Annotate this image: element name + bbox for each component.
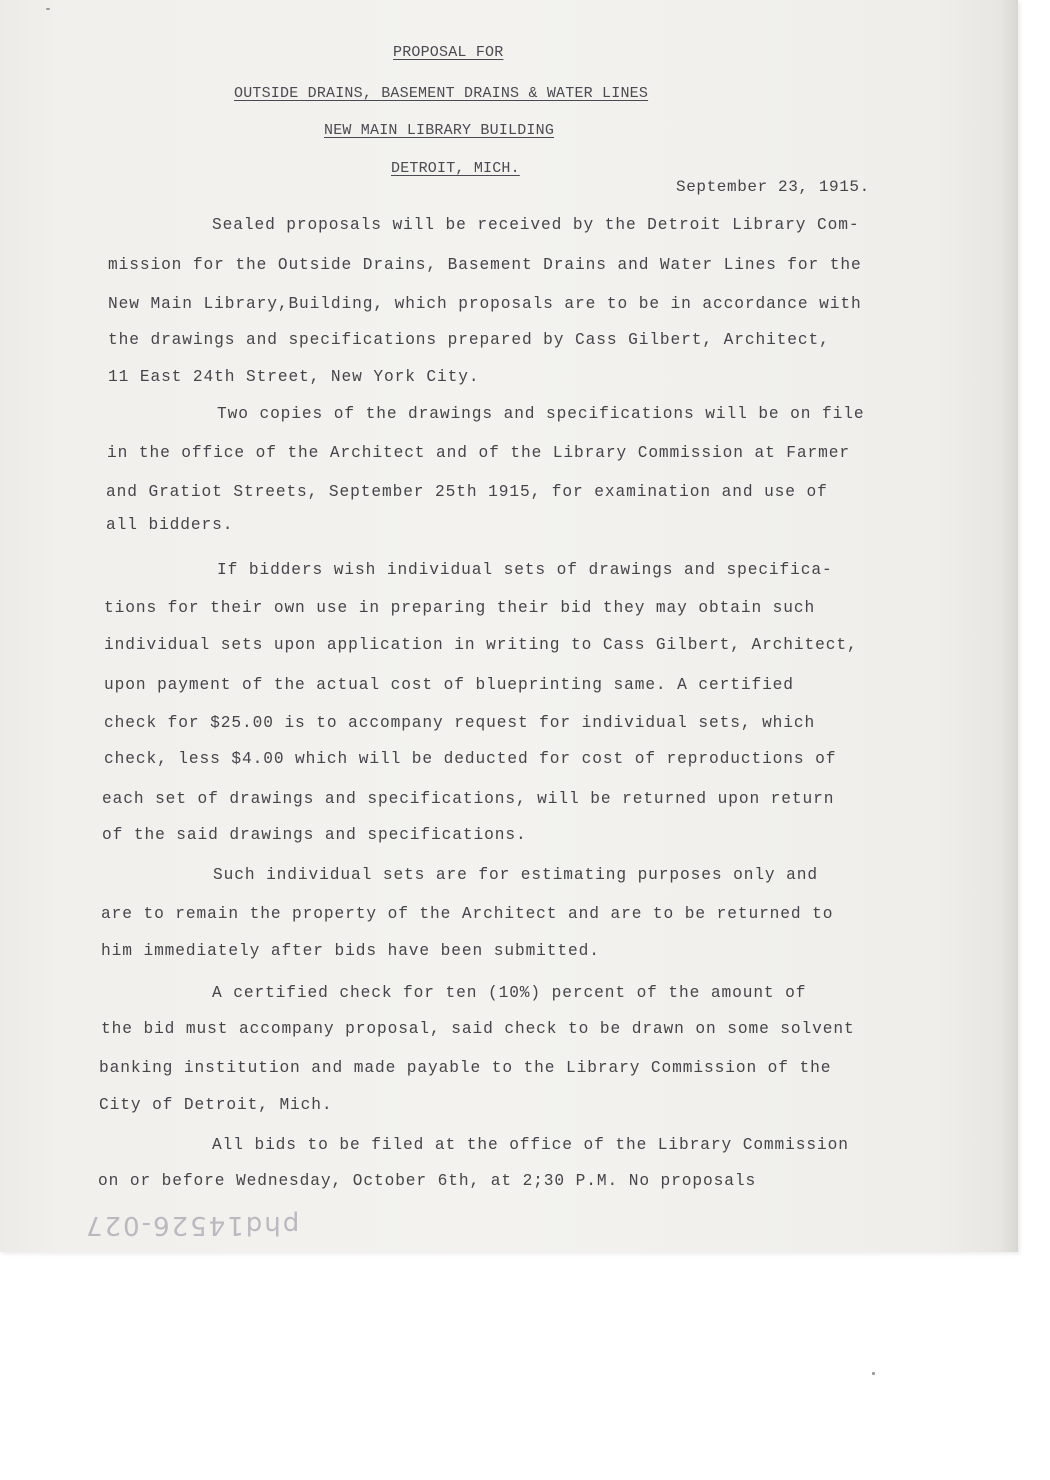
heading-outside-drains: OUTSIDE DRAINS, BASEMENT DRAINS & WATER LINES	[234, 85, 649, 102]
body-line: New Main Library,Building, which proposals are to be in accordance with	[108, 295, 862, 313]
heading-library-building: NEW MAIN LIBRARY BUILDING	[324, 122, 555, 139]
body-line: 11 East 24th Street, New York City.	[108, 368, 480, 386]
body-line: individual sets upon application in writing to Cass Gilbert, Architect,	[104, 636, 858, 654]
body-line: all bidders.	[106, 516, 234, 534]
stray-mark	[46, 8, 50, 10]
stray-mark	[872, 1372, 875, 1375]
body-line: are to remain the property of the Architect and are to be returned to	[101, 905, 834, 923]
body-line: All bids to be filed at the office of the Library Commission	[212, 1136, 849, 1154]
body-line: in the office of the Architect and of the Library Commission at Farmer	[107, 444, 850, 462]
body-line: tions for their own use in preparing their bid they may obtain such	[104, 599, 816, 617]
body-line: If bidders wish individual sets of drawings and specifica-	[217, 561, 833, 579]
heading-detroit: DETROIT, MICH.	[391, 160, 520, 177]
body-line: A certified check for ten (10%) percent of the amount of	[212, 984, 807, 1002]
body-line: check, less $4.00 which will be deducted for cost of reproductions of	[104, 750, 837, 768]
body-line: upon payment of the actual cost of blueprinting same. A certified	[104, 676, 794, 694]
body-line: City of Detroit, Mich.	[99, 1096, 333, 1114]
body-line: Two copies of the drawings and specifications will be on file	[217, 405, 865, 423]
body-line: check for $25.00 is to accompany request for individual sets, which	[104, 714, 816, 732]
document-date: September 23, 1915.	[676, 178, 870, 196]
body-line: mission for the Outside Drains, Basement Drains and Water Lines for the	[108, 256, 862, 274]
body-line: of the said drawings and specifications.	[102, 826, 527, 844]
body-line: and Gratiot Streets, September 25th 1915, for examination and use of	[106, 483, 828, 501]
body-line: each set of drawings and specifications, will be returned upon return	[102, 790, 835, 808]
body-line: him immediately after bids have been submitted.	[101, 942, 600, 960]
body-line: the drawings and specifications prepared by Cass Gilbert, Architect,	[108, 331, 830, 349]
body-line: banking institution and made payable to the Library Commission of the	[99, 1059, 832, 1077]
pencil-catalog-note: phd14526-027	[84, 1210, 300, 1240]
body-line: the bid must accompany proposal, said check to be drawn on some solvent	[101, 1020, 855, 1038]
body-line: Such individual sets are for estimating purposes only and	[213, 866, 819, 884]
heading-proposal-for: PROPOSAL FOR	[393, 44, 504, 61]
page-edge-shadow	[1000, 0, 1018, 1252]
body-line: Sealed proposals will be received by the Detroit Library Com-	[212, 216, 860, 234]
body-line: on or before Wednesday, October 6th, at 2;30 P.M. No proposals	[98, 1172, 757, 1190]
